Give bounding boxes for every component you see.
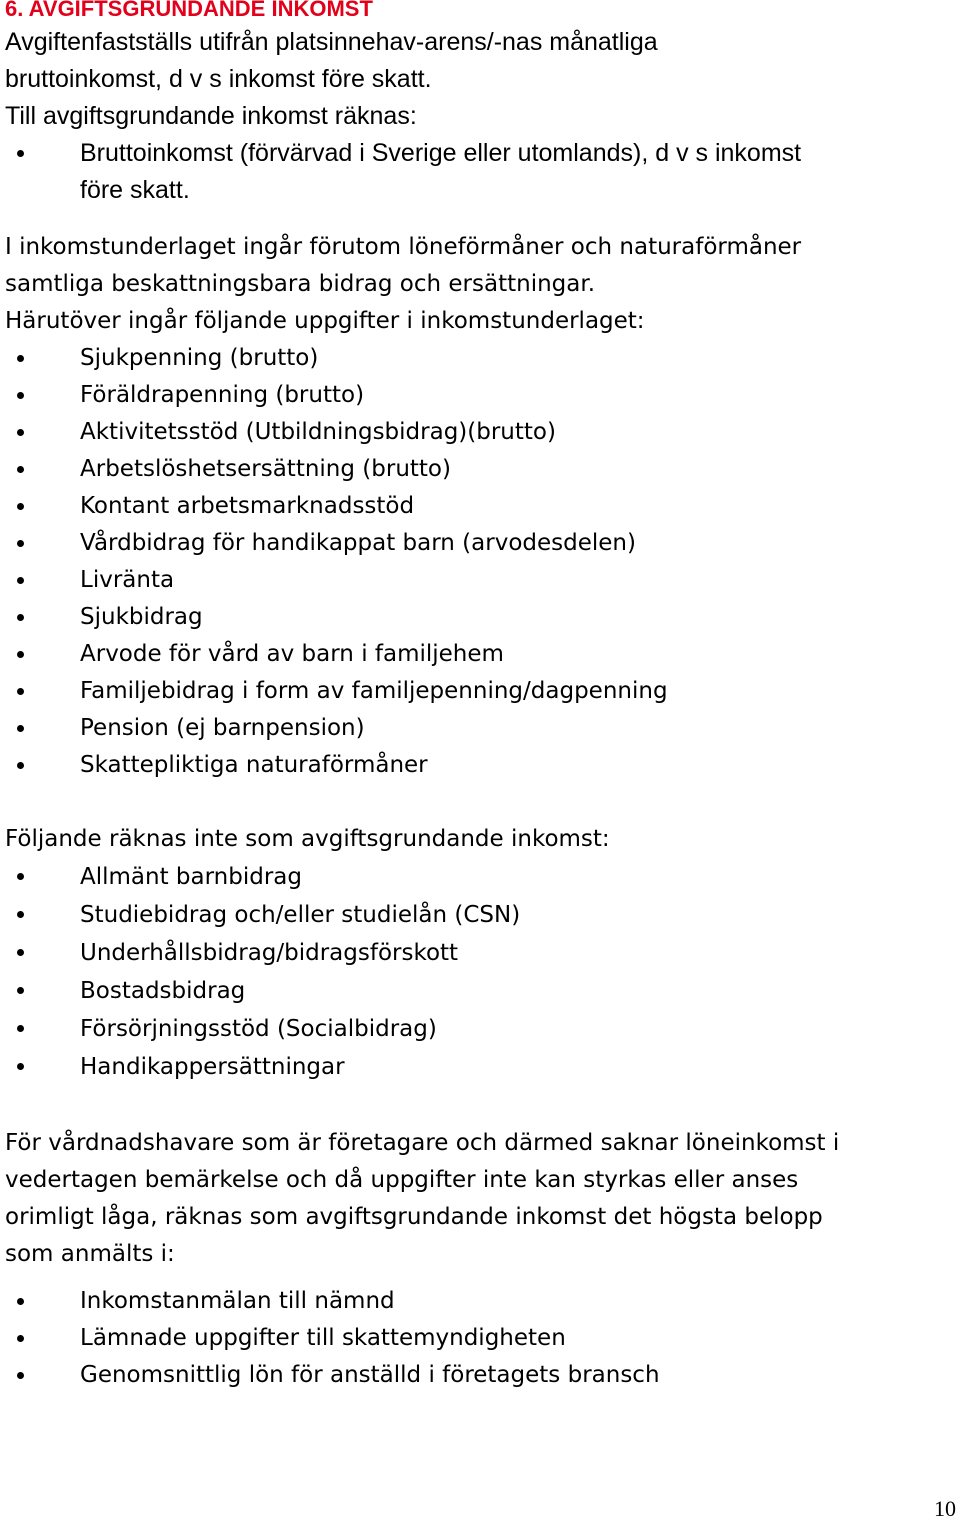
list-item-text: Arvode för vård av barn i familjehem — [80, 641, 504, 667]
list-item — [0, 414, 668, 451]
list-item — [0, 172, 801, 209]
list-item-text: Skattepliktiga naturaförmåner — [80, 752, 428, 778]
list-item — [0, 135, 801, 172]
bullet-icon — [17, 429, 24, 436]
list-item-text: Handikappersättningar — [80, 1054, 345, 1080]
list-item-text: Föräldrapenning (brutto) — [80, 382, 365, 408]
intro-paragraph — [5, 24, 658, 135]
bullet-icon — [17, 466, 24, 473]
list-item-text: Inkomstanmälan till nämnd — [80, 1288, 395, 1314]
list-item-text: Bruttoinkomst (förvärvad i Sverige eller utomlands), d v s inkomst — [80, 139, 802, 167]
bullet-icon — [17, 1372, 24, 1379]
list-item — [0, 1320, 660, 1357]
list-item-text: Familjebidrag i form av familjepenning/dagpenning — [80, 678, 668, 704]
list-item — [0, 636, 668, 673]
list-item — [0, 451, 668, 488]
income-basis-line: I inkomstunderlaget ingår förutom löneförmåner och naturaförmåner — [5, 234, 802, 260]
list-item — [0, 1357, 660, 1394]
bullet-icon — [17, 987, 24, 994]
list-item-text: Lämnade uppgifter till skattemyndigheten — [80, 1325, 566, 1351]
list-item-text: före skatt. — [80, 176, 190, 204]
list-item — [0, 340, 668, 377]
business-owner-line: som anmälts i: — [5, 1241, 175, 1267]
list-item-text: Bostadsbidrag — [80, 978, 246, 1004]
bullet-icon — [17, 1063, 24, 1070]
list-item-text: Underhållsbidrag/bidragsförskott — [80, 940, 459, 966]
excluded-heading: Följande räknas inte som avgiftsgrundande inkomst: — [5, 826, 610, 852]
business-owner-line: För vårdnadshavare som är företagare och därmed saknar löneinkomst i — [5, 1130, 840, 1156]
list-item-text: Studiebidrag och/eller studielån (CSN) — [80, 902, 521, 928]
list-item — [0, 934, 520, 972]
list-item — [0, 1283, 660, 1320]
bullet-icon — [17, 762, 24, 769]
bullet-icon — [17, 873, 24, 880]
section-heading: 6. AVGIFTSGRUNDANDE INKOMST — [5, 0, 373, 21]
list-item-text: Sjukbidrag — [80, 604, 203, 630]
bullet-icon — [17, 911, 24, 918]
excluded-items-list — [0, 858, 520, 1086]
list-item — [0, 710, 668, 747]
bullet-icon — [17, 1025, 24, 1032]
list-item-text: Vårdbidrag för handikappat barn (arvodesdelen) — [80, 530, 636, 556]
list-item — [0, 525, 668, 562]
list-item — [0, 896, 520, 934]
bullet-icon — [17, 577, 24, 584]
list-item — [0, 673, 668, 710]
list-item — [0, 972, 520, 1010]
list-item-text: Aktivitetsstöd (Utbildningsbidrag)(brutto) — [80, 419, 556, 445]
list-item-text: Livränta — [80, 567, 175, 593]
bullet-icon — [17, 355, 24, 362]
list-item — [0, 747, 668, 784]
intro-line: bruttoinkomst, d v s inkomst före skatt. — [5, 65, 432, 93]
bullet-icon — [17, 614, 24, 621]
intro-line: Avgiftenfastställs utifrån platsinnehav-arens/-nas månatliga — [5, 28, 658, 56]
bullet-icon — [17, 503, 24, 510]
list-item-text: Sjukpenning (brutto) — [80, 345, 319, 371]
bullet-icon — [17, 392, 24, 399]
income-basis-line: samtliga beskattningsbara bidrag och ersättningar. — [5, 271, 596, 297]
business-owner-line: orimligt låga, räknas som avgiftsgrundande inkomst det högsta belopp — [5, 1204, 823, 1230]
bullet-icon — [17, 725, 24, 732]
list-item — [0, 377, 668, 414]
list-item — [0, 1048, 520, 1086]
list-item — [0, 858, 520, 896]
list-item — [0, 488, 668, 525]
bullet-icon — [17, 688, 24, 695]
intro-line: Till avgiftsgrundande inkomst räknas: — [5, 102, 417, 130]
intro-bullet-list — [0, 135, 801, 209]
list-item — [0, 1010, 520, 1048]
bullet-icon — [17, 540, 24, 547]
included-items-list — [0, 340, 668, 784]
list-item-text: Pension (ej barnpension) — [80, 715, 365, 741]
business-owner-paragraph — [5, 1125, 839, 1273]
bullet-icon — [17, 150, 24, 157]
bullet-icon — [17, 1298, 24, 1305]
list-item-text: Allmänt barnbidrag — [80, 864, 302, 890]
list-item-text: Arbetslöshetsersättning (brutto) — [80, 456, 451, 482]
page-number: 10 — [934, 1496, 956, 1521]
list-item-text: Försörjningsstöd (Socialbidrag) — [80, 1016, 437, 1042]
list-item — [0, 599, 668, 636]
income-basis-line: Härutöver ingår följande uppgifter i inkomstunderlaget: — [5, 308, 645, 334]
income-basis-paragraph — [5, 229, 801, 340]
list-item — [0, 562, 668, 599]
list-item-text: Genomsnittlig lön för anställd i företagets bransch — [80, 1362, 660, 1388]
list-item-text: Kontant arbetsmarknadsstöd — [80, 493, 415, 519]
business-owner-line: vedertagen bemärkelse och då uppgifter inte kan styrkas eller anses — [5, 1167, 799, 1193]
business-owner-list — [0, 1283, 660, 1394]
bullet-icon — [17, 949, 24, 956]
bullet-icon — [17, 651, 24, 658]
bullet-icon — [17, 1335, 24, 1342]
